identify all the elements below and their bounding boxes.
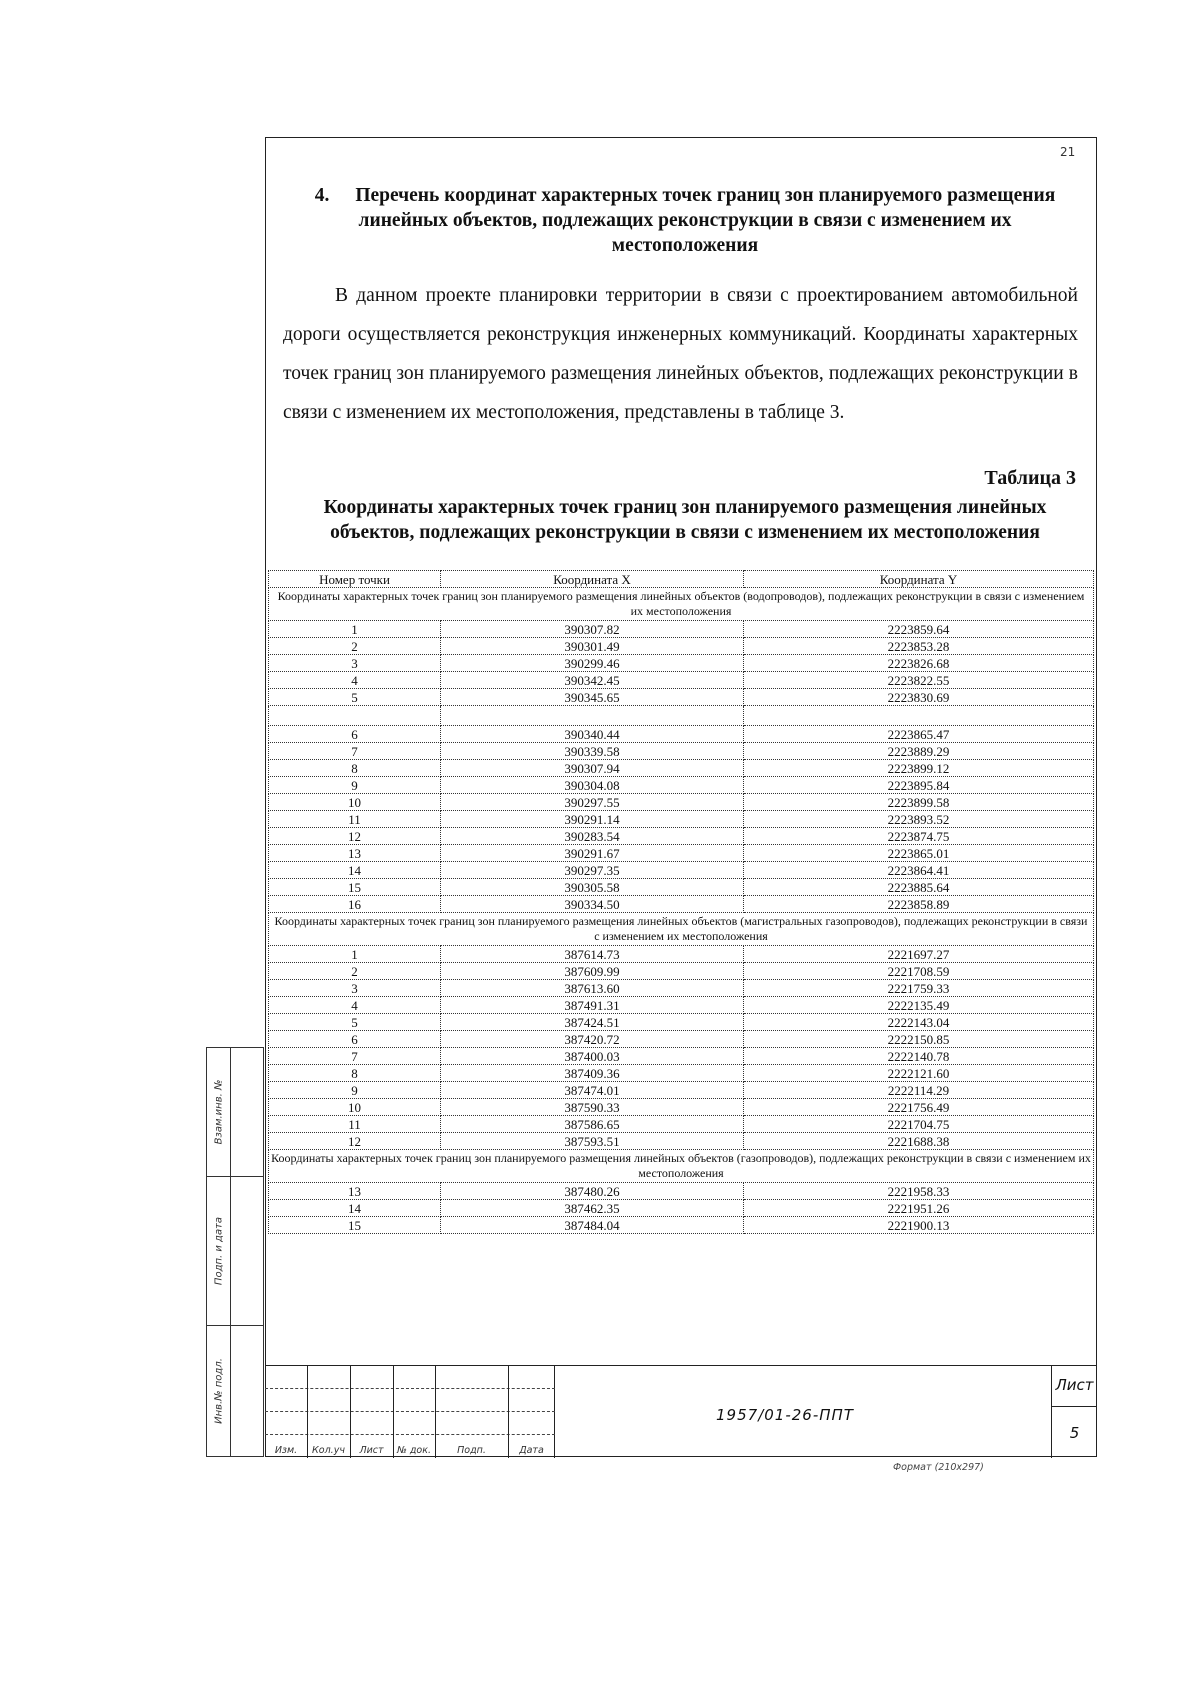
sheet-label: Лист: [1055, 1376, 1094, 1394]
cell-point-number: 16: [269, 896, 441, 913]
table-row: [269, 1082, 1094, 1099]
cell-point-number: 3: [269, 980, 441, 997]
cell-point-number: 2: [269, 638, 441, 655]
body-text: В данном проекте планировки территории в связи с проектированием автомобильной дороги осуществляется реконструкция инженерных коммуникаций. Координаты характерных точек границ зон планируемого размещения линейных объектов, подлежащих реконструкции в связи с изменением их местоположения, представлены в таблице 3.: [283, 285, 1078, 423]
document-code: 1957/01-26-ППТ: [716, 1406, 854, 1424]
cell-coordinate-x: 387424.51: [441, 1014, 744, 1031]
sidebar-cell-replace: [206, 1047, 264, 1177]
cell-coordinate-x: 390305.58: [441, 879, 744, 896]
cell-coordinate-y: 2223822.55: [744, 672, 1094, 689]
cell-coordinate-x: 390297.55: [441, 794, 744, 811]
table-row: [269, 706, 1094, 726]
table-row: [269, 896, 1094, 913]
cell-coordinate-y: 2222121.60: [744, 1065, 1094, 1082]
table-row: [269, 1048, 1094, 1065]
table-row: [269, 862, 1094, 879]
cell-coordinate-y: 2223865.47: [744, 726, 1094, 743]
table-label: Таблица 3: [984, 467, 1076, 489]
cell-coordinate-x: 387614.73: [441, 946, 744, 963]
table-row: [269, 828, 1094, 845]
table-row: [269, 777, 1094, 794]
table-row: [269, 655, 1094, 672]
table-header-row: [269, 571, 1094, 588]
cell-coordinate-y: 2223893.52: [744, 811, 1094, 828]
stamp-col-doc: № док.: [396, 1445, 432, 1456]
sidebar-cell-sign: [206, 1176, 264, 1326]
cell-coordinate-y: 2223859.64: [744, 621, 1094, 638]
cell-coordinate-y: 2222114.29: [744, 1082, 1094, 1099]
table-row: [269, 743, 1094, 760]
cell-coordinate-y: 2221951.26: [744, 1200, 1094, 1217]
cell-point-number: 13: [269, 845, 441, 862]
revision-grid: [265, 1366, 555, 1458]
cell-coordinate-x: 390334.50: [441, 896, 744, 913]
table-row: [269, 879, 1094, 896]
table-section-row: [269, 913, 1094, 946]
cell-coordinate-x: 387484.04: [441, 1217, 744, 1234]
cell-coordinate-y: 2223826.68: [744, 655, 1094, 672]
cell-coordinate-y: 2221958.33: [744, 1183, 1094, 1200]
cell-point-number: 13: [269, 1183, 441, 1200]
cell-coordinate-x: 387590.33: [441, 1099, 744, 1116]
cell-coordinate-x: 390283.54: [441, 828, 744, 845]
table-row: [269, 760, 1094, 777]
cell-coordinate-x: 387491.31: [441, 997, 744, 1014]
table-row: [269, 1065, 1094, 1082]
cell-point-number: 15: [269, 879, 441, 896]
cell-coordinate-y: 2221708.59: [744, 963, 1094, 980]
header-coordinate-y: Координата Y: [744, 571, 1094, 588]
cell-point-number: 5: [269, 689, 441, 706]
cell-coordinate-y: 2223895.84: [744, 777, 1094, 794]
table-row: [269, 689, 1094, 706]
table-row: [269, 1200, 1094, 1217]
sheet-box: [1051, 1366, 1097, 1458]
paper-format: Формат (210х297): [893, 1462, 984, 1473]
cell-coordinate-x: 390299.46: [441, 655, 744, 672]
header-point-number: Номер точки: [269, 571, 441, 588]
cell-coordinate-y: 2223865.01: [744, 845, 1094, 862]
cell-point-number: 1: [269, 946, 441, 963]
sidebar-label-replace-inv: Взам.инв. №: [213, 1079, 224, 1145]
cell-coordinate-y: 2223899.58: [744, 794, 1094, 811]
section-caption: Координаты характерных точек границ зон планируемого размещения линейных объектов (водопроводов), подлежащих реконструкции в связи с изменением их местоположения: [269, 588, 1094, 621]
cell-coordinate-x: 387409.36: [441, 1065, 744, 1082]
cell-coordinate-x: 387474.01: [441, 1082, 744, 1099]
cell-coordinate-y: [744, 706, 1094, 726]
table-row: [269, 811, 1094, 828]
section-title: Перечень координат характерных точек границ зон планируемого размещения линейных объектов, подлежащих реконструкции в связи с изменением их местоположения: [355, 185, 1056, 256]
section-caption: Координаты характерных точек границ зон планируемого размещения линейных объектов (газопроводов), подлежащих реконструкции в связи с изменением их местоположения: [269, 1150, 1094, 1183]
cell-point-number: 11: [269, 811, 441, 828]
table-row: [269, 672, 1094, 689]
cell-coordinate-y: 2221900.13: [744, 1217, 1094, 1234]
section-number: 4.: [314, 185, 330, 206]
table-row: [269, 845, 1094, 862]
section-caption: Координаты характерных точек границ зон планируемого размещения линейных объектов (магистральных газопроводов), подлежащих реконструкции в связи с изменением их местоположения: [269, 913, 1094, 946]
cell-point-number: 12: [269, 828, 441, 845]
cell-coordinate-x: 390291.67: [441, 845, 744, 862]
cell-coordinate-x: 390339.58: [441, 743, 744, 760]
cell-point-number: 14: [269, 862, 441, 879]
cell-coordinate-x: 387400.03: [441, 1048, 744, 1065]
cell-coordinate-x: 390304.08: [441, 777, 744, 794]
header-coordinate-x: Координата X: [441, 571, 744, 588]
cell-coordinate-y: 2223864.41: [744, 862, 1094, 879]
table-row: [269, 946, 1094, 963]
table-row: [269, 1116, 1094, 1133]
coordinates-table: [268, 570, 1094, 1234]
cell-point-number: 8: [269, 1065, 441, 1082]
cell-coordinate-y: 2223889.29: [744, 743, 1094, 760]
cell-point-number: 10: [269, 1099, 441, 1116]
table-row: [269, 1217, 1094, 1234]
cell-coordinate-x: 390342.45: [441, 672, 744, 689]
table-row: [269, 638, 1094, 655]
sheet-number: 5: [1069, 1424, 1080, 1442]
sidebar-label-sign-date: Подп. и дата: [213, 1216, 224, 1286]
stamp-col-qty: Кол.уч: [312, 1445, 345, 1456]
approval-sidebar: [206, 1047, 264, 1457]
cell-point-number: 10: [269, 794, 441, 811]
cell-point-number: 2: [269, 963, 441, 980]
cell-coordinate-x: 387586.65: [441, 1116, 744, 1133]
stamp-col-sign: Подп.: [457, 1445, 486, 1456]
table-row: [269, 963, 1094, 980]
table-row: [269, 1099, 1094, 1116]
sidebar-label-orig-inv: Инв.№ подл.: [213, 1358, 224, 1424]
cell-coordinate-y: 2223899.12: [744, 760, 1094, 777]
stamp-col-change: Изм.: [274, 1445, 298, 1456]
table-row: [269, 1014, 1094, 1031]
table-section-row: [269, 1150, 1094, 1183]
cell-coordinate-x: 390307.82: [441, 621, 744, 638]
cell-point-number: 6: [269, 726, 441, 743]
cell-point-number: 9: [269, 1082, 441, 1099]
cell-coordinate-x: [441, 706, 744, 726]
cell-coordinate-x: 387480.26: [441, 1183, 744, 1200]
cell-point-number: 12: [269, 1133, 441, 1150]
table-row: [269, 1133, 1094, 1150]
cell-coordinate-y: 2221759.33: [744, 980, 1094, 997]
cell-point-number: 3: [269, 655, 441, 672]
sidebar-cell-orig: [206, 1325, 264, 1457]
table-row: [269, 997, 1094, 1014]
table-section-row: [269, 588, 1094, 621]
cell-point-number: 1: [269, 621, 441, 638]
cell-point-number: 7: [269, 743, 441, 760]
cell-point-number: 9: [269, 777, 441, 794]
table-row: [269, 794, 1094, 811]
table-row: [269, 621, 1094, 638]
table-row: [269, 726, 1094, 743]
cell-coordinate-y: 2223885.64: [744, 879, 1094, 896]
cell-point-number: 15: [269, 1217, 441, 1234]
cell-coordinate-x: 387609.99: [441, 963, 744, 980]
cell-coordinate-x: 390301.49: [441, 638, 744, 655]
stamp-col-sheet: Лист: [359, 1445, 384, 1456]
cell-coordinate-y: 2222150.85: [744, 1031, 1094, 1048]
title-block: [265, 1365, 1097, 1458]
cell-coordinate-x: 387420.72: [441, 1031, 744, 1048]
cell-point-number: 4: [269, 672, 441, 689]
table-row: [269, 1183, 1094, 1200]
cell-coordinate-y: 2221697.27: [744, 946, 1094, 963]
cell-coordinate-y: 2221756.49: [744, 1099, 1094, 1116]
cell-point-number: 4: [269, 997, 441, 1014]
cell-point-number: 5: [269, 1014, 441, 1031]
cell-coordinate-y: 2223874.75: [744, 828, 1094, 845]
cell-coordinate-y: 2222135.49: [744, 997, 1094, 1014]
cell-coordinate-x: 387462.35: [441, 1200, 744, 1217]
cell-coordinate-x: 387613.60: [441, 980, 744, 997]
table-row: [269, 980, 1094, 997]
cell-point-number: [269, 706, 441, 726]
cell-point-number: 11: [269, 1116, 441, 1133]
cell-coordinate-y: 2223858.89: [744, 896, 1094, 913]
cell-coordinate-x: 387593.51: [441, 1133, 744, 1150]
body-paragraph: [283, 276, 1078, 432]
cell-coordinate-x: 390345.65: [441, 689, 744, 706]
section-heading: [295, 183, 1075, 258]
page-number: 21: [1060, 145, 1076, 159]
cell-coordinate-y: 2223830.69: [744, 689, 1094, 706]
cell-point-number: 8: [269, 760, 441, 777]
cell-coordinate-y: 2221704.75: [744, 1116, 1094, 1133]
cell-point-number: 6: [269, 1031, 441, 1048]
cell-coordinate-y: 2223853.28: [744, 638, 1094, 655]
table-row: [269, 1031, 1094, 1048]
stamp-col-date: Дата: [519, 1445, 544, 1456]
cell-coordinate-y: 2222143.04: [744, 1014, 1094, 1031]
cell-coordinate-y: 2221688.38: [744, 1133, 1094, 1150]
cell-coordinate-x: 390291.14: [441, 811, 744, 828]
cell-coordinate-y: 2222140.78: [744, 1048, 1094, 1065]
cell-coordinate-x: 390340.44: [441, 726, 744, 743]
table-title: Координаты характерных точек границ зон планируемого размещения линейных объектов, подлежащих реконструкции в связи с изменением их местоположения: [323, 497, 1047, 543]
cell-point-number: 14: [269, 1200, 441, 1217]
cell-point-number: 7: [269, 1048, 441, 1065]
cell-coordinate-x: 390307.94: [441, 760, 744, 777]
cell-coordinate-x: 390297.35: [441, 862, 744, 879]
